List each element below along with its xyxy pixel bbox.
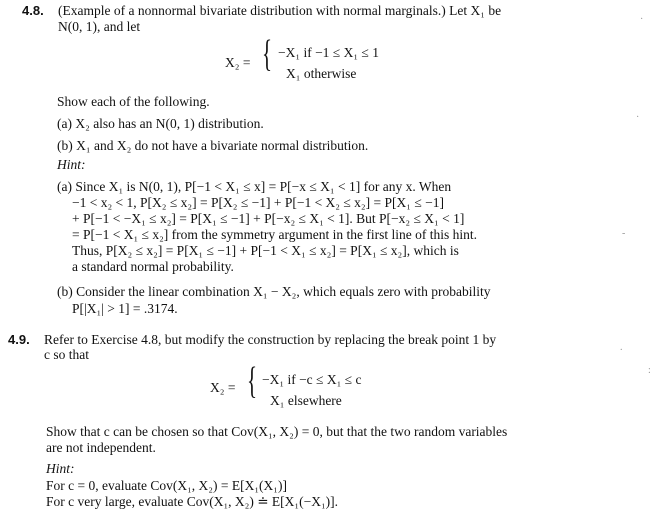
show-line2: are not independent. (46, 440, 156, 455)
exercise-4-8-title-line1: (Example of a nonnormal bivariate distribution with normal marginals.) Let X₁ be (58, 3, 502, 18)
scan-speck: · (640, 14, 644, 25)
hint-a-line6: a standard normal probability. (72, 259, 234, 274)
equation-case-2: X₁ otherwise (286, 66, 357, 81)
exercise-4-9-line1: Refer to Exercise 4.8, but modify the construction by replacing the break point 1 by (44, 332, 497, 347)
exercise-4-8-title-line2: N(0, 1), and let (58, 19, 141, 34)
exercise-4-9-line2: c so that (44, 347, 89, 362)
hint-b-line1: (b) Consider the linear combination X₁ − X₂, which equals zero with probability (57, 284, 491, 299)
show-following: Show each of the following. (57, 94, 210, 109)
hint-line2: For c very large, evaluate Cov(X₁, X₂) ≐ E[X₁(−X₁)]. (46, 494, 339, 509)
left-brace-icon: { (262, 33, 273, 75)
hint-a-line1: (a) Since X₁ is N(0, 1), P[−1 < X₁ ≤ x] = P[−x ≤ X₁ < 1] for any x. When (57, 179, 452, 194)
show-line1: Show that c can be chosen so that Cov(X₁, X₂) = 0, but that the two random variables (46, 424, 508, 439)
equation-lhs: X₂ = (210, 380, 236, 395)
equation-case-1: −X₁ if −c ≤ X₁ ≤ c (262, 372, 362, 387)
hint-a-line3: + P[−1 < −X₁ ≤ x₂] = P[X₁ ≤ −1] + P[−x₂ ≤ X₁ < 1]. But P[−x₂ ≤ X₁ < 1] (72, 211, 465, 226)
scan-speck: - (622, 228, 626, 239)
part-b: (b) X₁ and X₂ do not have a bivariate normal distribution. (57, 138, 369, 153)
scan-speck: : (648, 365, 651, 376)
exercise-4-8-number: 4.8. (22, 3, 44, 18)
left-brace-icon: { (247, 360, 258, 402)
hint-a-line5: Thus, P[X₂ ≤ x₂] = P[X₁ ≤ −1] + P[−1 < X₁ ≤ x₂] = P[X₁ ≤ x₂], which is (72, 243, 459, 258)
hint-label: Hint: (46, 461, 75, 476)
exercise-4-9-number: 4.9. (8, 332, 30, 347)
hint-line1: For c = 0, evaluate Cov(X₁, X₂) = E[X₁(X₁)] (46, 478, 287, 493)
hint-a-line2: −1 < x₂ < 1, P[X₂ ≤ x₂] = P[X₂ ≤ −1] + P[−1 < X₂ ≤ x₂] = P[X₁ ≤ −1] (72, 195, 444, 210)
hint-label: Hint: (57, 157, 86, 172)
equation-lhs: X₂ = (225, 55, 251, 70)
equation-case-2: X₁ elsewhere (270, 393, 342, 408)
scan-speck: · (636, 112, 640, 123)
hint-b-line2: P[|X₁| > 1] = .3174. (72, 301, 178, 316)
equation-case-1: −X₁ if −1 ≤ X₁ ≤ 1 (278, 45, 379, 60)
part-a: (a) X₂ also has an N(0, 1) distribution. (57, 116, 264, 131)
hint-a-line4: = P[−1 < X₁ ≤ x₂] from the symmetry argument in the first line of this hint. (72, 227, 477, 242)
scan-speck: . (620, 342, 623, 353)
